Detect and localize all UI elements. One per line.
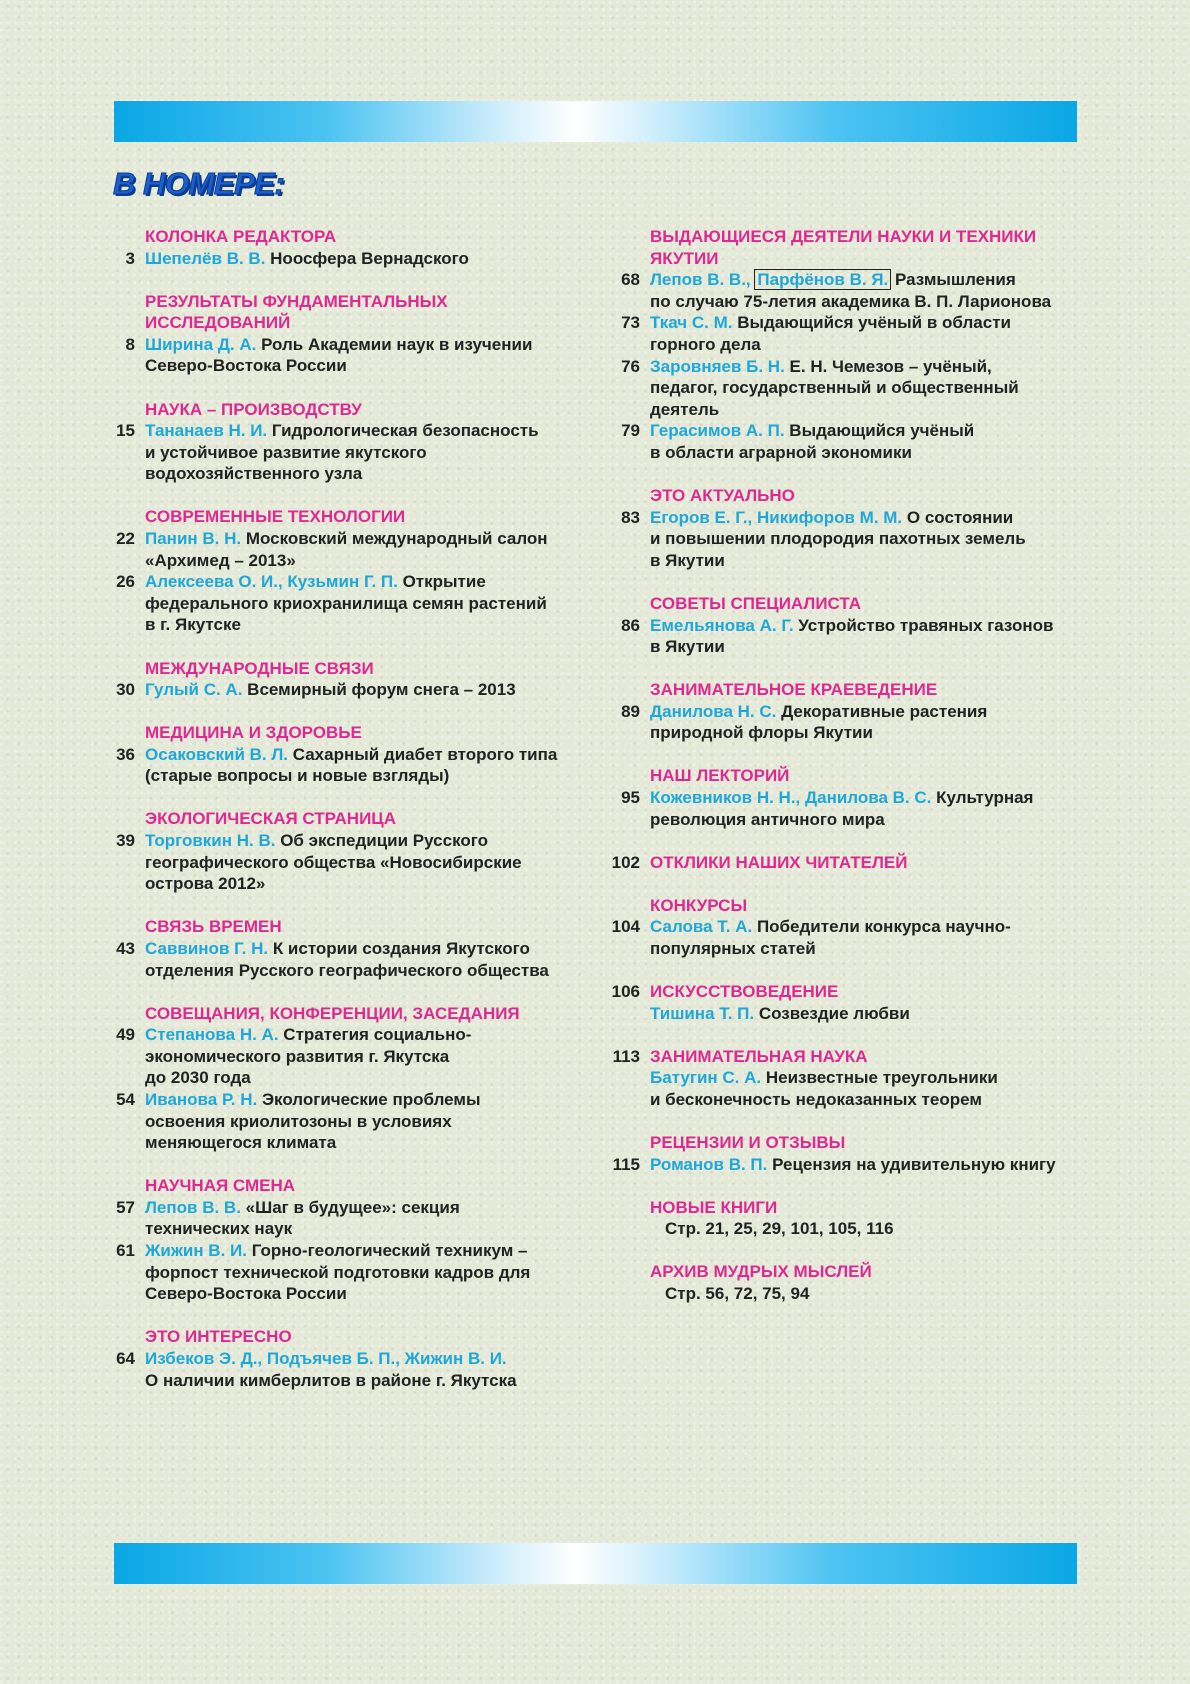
toc-section: [600, 1132, 1085, 1175]
entry-authors[interactable]: Алексеева О. И., Кузьмин Г. П.: [145, 572, 398, 592]
entry-authors[interactable]: Ширина Д. А.: [145, 334, 257, 354]
entry-title: О состоянии и повышении плодородия пахотных земель в Якутии: [650, 507, 1026, 570]
toc-section: [108, 291, 600, 377]
spacer: [135, 226, 145, 248]
section-title-row: [600, 593, 1085, 615]
toc-section: [600, 1261, 1085, 1304]
entry-page-number: 95: [621, 788, 640, 808]
entry-body: [145, 420, 600, 485]
spacer: [640, 1046, 650, 1068]
entry-body: [145, 1024, 600, 1089]
entry-title: Московский международный салон «Архимед – 2013»: [145, 529, 548, 570]
section-title-row: [600, 1261, 1085, 1283]
section-page-number: [600, 485, 640, 507]
section-title: ЭТО ИНТЕРЕСНО: [145, 1327, 292, 1347]
entry-page-number: 30: [116, 680, 135, 700]
spacer: [640, 1067, 650, 1110]
section-page-number: [108, 506, 135, 528]
entry-title: Роль Академии наук в изучении Северо-Востока России: [145, 334, 533, 376]
section-title: НАУЧНАЯ СМЕНА: [145, 1176, 296, 1196]
section-title-row: [108, 506, 600, 528]
toc-entry[interactable]: [108, 248, 600, 270]
entry-page-number: 54: [116, 1090, 135, 1109]
spacer: [135, 916, 145, 938]
entry-authors-highlighted[interactable]: Парфёнов В. Я.: [757, 270, 889, 290]
entry-title: Открытие федерального криохранилища семян растений в г. Якутске: [145, 572, 547, 635]
spacer: [135, 808, 145, 830]
section-title: НАШ ЛЕКТОРИЙ: [650, 766, 790, 786]
spacer: [640, 679, 650, 701]
toc-entry[interactable]: [108, 830, 600, 895]
spacer: [135, 722, 145, 744]
entry-authors[interactable]: Ткач С. М.: [650, 313, 733, 333]
toc-section: [600, 1197, 1085, 1240]
spacer: [135, 1089, 145, 1154]
spacer: [640, 507, 650, 572]
toc-section: [108, 399, 600, 485]
entry-title: Об экспедиции Русского географического общества «Новосибирские острова 2012»: [145, 831, 522, 894]
spacer: [640, 895, 650, 917]
toc-section: [600, 593, 1085, 658]
section-title: ИСКУССТВОВЕДЕНИЕ: [650, 982, 839, 1002]
entry-page-number: 83: [621, 507, 640, 527]
spacer: [640, 615, 650, 658]
toc-left-column: [108, 226, 600, 1413]
spacer: [135, 528, 145, 571]
section-title-row: [600, 852, 1085, 874]
section-page-number: [600, 1197, 640, 1219]
entry-authors[interactable]: Тишина Т. П.: [650, 1003, 755, 1023]
toc-section: [600, 485, 1085, 571]
entry-title: Экологические проблемы освоения криолитозоны в условиях меняющегося климата: [145, 1090, 481, 1153]
section-title-row: [600, 485, 1085, 507]
entry-authors[interactable]: Тананаев Н. И.: [145, 421, 268, 441]
toc-entry[interactable]: [108, 1197, 600, 1240]
entry-page-number: 22: [116, 529, 135, 549]
toc-entry[interactable]: [108, 334, 600, 377]
toc-section: [108, 1003, 600, 1154]
toc-entry[interactable]: [108, 938, 600, 981]
entry-page-number: 15: [116, 421, 135, 441]
spacer: [640, 312, 650, 355]
toc-right-column: [600, 226, 1085, 1326]
section-page-number: [600, 593, 640, 615]
entry-page-number: 89: [621, 701, 640, 721]
entry-page-number: 3: [125, 248, 135, 268]
entry-body: [650, 615, 1085, 658]
spacer: [640, 356, 650, 421]
entry-page-number: 39: [116, 831, 135, 851]
spacer: [640, 701, 650, 744]
toc-section: [600, 981, 1085, 1024]
entry-page-number: 43: [116, 938, 135, 958]
section-title: НАУКА – ПРОИЗВОДСТВУ: [145, 399, 362, 419]
section-note: Стр. 21, 25, 29, 101, 105, 116: [665, 1219, 894, 1239]
toc-entry[interactable]: [600, 507, 1085, 572]
entry-body: [145, 248, 600, 270]
section-page-number: [600, 765, 640, 787]
toc-section: [600, 679, 1085, 744]
entry-body: [145, 1240, 600, 1305]
spacer: [135, 679, 145, 701]
section-title-row: [108, 399, 600, 421]
section-page-number: [600, 1261, 640, 1283]
section-page-number: 106: [611, 982, 640, 1002]
entry-body: [145, 744, 600, 787]
entry-body: [650, 420, 1085, 463]
entry-title: Созвездие любви: [758, 1003, 910, 1023]
entry-body: [145, 1089, 600, 1154]
entry-page-number: 49: [116, 1025, 135, 1045]
entry-page-number: 76: [621, 356, 640, 376]
entry-body: [145, 830, 600, 895]
spacer: [640, 226, 650, 269]
entry-body: [145, 938, 600, 981]
entry-page-number: 36: [116, 744, 135, 764]
spacer: [135, 1326, 145, 1348]
spacer: [135, 334, 145, 377]
toc-section: [108, 658, 600, 701]
toc-entry[interactable]: [600, 420, 1085, 463]
section-title-row: [600, 765, 1085, 787]
section-title: ЭКОЛОГИЧЕСКАЯ СТРАНИЦА: [145, 809, 396, 829]
entry-title: О наличии кимберлитов в районе г. Якутска: [145, 1370, 517, 1390]
spacer: [640, 269, 650, 312]
spacer: [640, 1197, 650, 1219]
spacer: [640, 765, 650, 787]
entry-authors[interactable]: Батугин С. А.: [650, 1068, 762, 1088]
entry-authors[interactable]: Панин В. Н.: [145, 529, 242, 549]
section-title: СВЯЗЬ ВРЕМЕН: [145, 917, 282, 937]
section-page-number: [108, 1175, 135, 1197]
spacer: [135, 1240, 145, 1305]
entry-authors[interactable]: Егоров Е. Г., Никифоров М. М.: [650, 507, 903, 527]
spacer: [640, 1003, 650, 1025]
entry-body: [650, 1154, 1085, 1176]
entry-authors[interactable]: Кожевников Н. Н., Данилова В. С.: [650, 788, 932, 808]
entry-body: [650, 916, 1085, 959]
section-page-number: [108, 1003, 135, 1025]
section-title: СОВЕЩАНИЯ, КОНФЕРЕНЦИИ, ЗАСЕДАНИЯ: [145, 1003, 520, 1023]
section-title: ОТКЛИКИ НАШИХ ЧИТАТЕЛЕЙ: [650, 852, 908, 872]
spacer: [135, 1197, 145, 1240]
entry-body: [650, 269, 1085, 312]
spacer: [640, 420, 650, 463]
section-title-row: [600, 1132, 1085, 1154]
spacer: [135, 399, 145, 421]
entry-body: [145, 571, 600, 636]
entry-title: Декоративные растения природной флоры Якутии: [650, 701, 988, 743]
section-page-number: 113: [612, 1046, 640, 1066]
spacer: [640, 981, 650, 1003]
bottom-decorative-band: [114, 1543, 1077, 1584]
top-decorative-band: [114, 101, 1077, 142]
toc-entry[interactable]: [600, 1067, 1085, 1110]
entry-authors[interactable]: Герасимов А. П.: [650, 421, 785, 441]
toc-section: [600, 1046, 1085, 1111]
entry-body: [145, 334, 600, 377]
section-page-number: [108, 226, 135, 248]
entry-title: Е. Н. Чемезов – учёный, педагог, государственный и общественный деятель: [650, 356, 1019, 419]
toc-entry[interactable]: [108, 1089, 600, 1154]
section-title: НОВЫЕ КНИГИ: [650, 1197, 778, 1217]
spacer: [640, 1154, 650, 1176]
spacer: [135, 1348, 145, 1391]
section-page-number: [108, 1326, 135, 1348]
section-title-row: [108, 1175, 600, 1197]
page-heading: В НОМЕРЕ:: [113, 166, 285, 201]
toc-entry[interactable]: [108, 1348, 600, 1391]
entry-page-number: [600, 1003, 640, 1025]
section-title-row: [600, 679, 1085, 701]
section-title: ЭТО АКТУАЛЬНО: [650, 486, 795, 506]
entry-title: Горно-геологический техникум – форпост технической подготовки кадров для Северо-Востока России: [145, 1241, 531, 1304]
entry-title: Гидрологическая безопасность и устойчивое развитие якутского водохозяйственного узла: [145, 421, 539, 484]
spacer: [135, 1024, 145, 1089]
entry-page-number: [600, 1067, 640, 1110]
entry-page-number: 8: [125, 334, 135, 354]
section-title: РЕЗУЛЬТАТЫ ФУНДАМЕНТАЛЬНЫХ ИССЛЕДОВАНИЙ: [145, 291, 448, 333]
spacer: [135, 248, 145, 270]
section-title: МЕДИЦИНА И ЗДОРОВЬЕ: [145, 723, 362, 743]
toc-entry[interactable]: [600, 312, 1085, 355]
toc-entry[interactable]: [108, 571, 600, 636]
section-title: МЕЖДУНАРОДНЫЕ СВЯЗИ: [145, 658, 374, 678]
entry-authors[interactable]: Саввинов Г. Н.: [145, 938, 269, 958]
section-title-row: [600, 1046, 1085, 1068]
entry-title: Культурная революция античного мира: [650, 788, 1034, 829]
entry-authors[interactable]: Шепелёв В. В.: [145, 248, 266, 268]
section-title-row: [600, 226, 1085, 269]
toc-section: [600, 895, 1085, 960]
entry-page-number: 57: [116, 1197, 135, 1217]
spacer: [640, 787, 650, 830]
entry-title: Рецензия на удивительную книгу: [772, 1154, 1056, 1174]
toc-section: [108, 916, 600, 981]
entry-title: Размышления по случаю 75-летия академика В. П. Ларионова: [650, 270, 1052, 311]
entry-page-number: 86: [621, 615, 640, 635]
entry-authors[interactable]: Степанова Н. А.: [145, 1025, 279, 1045]
toc-entry[interactable]: [108, 1024, 600, 1089]
toc-section: [600, 226, 1085, 464]
toc-section: [108, 1175, 600, 1305]
toc-section: [108, 808, 600, 894]
toc-entry[interactable]: [108, 528, 600, 571]
entry-authors[interactable]: Избеков Э. Д., Подъячев Б. П., Жижин В. И.: [145, 1348, 507, 1368]
section-title-row: [108, 1326, 600, 1348]
section-page-number: [600, 226, 640, 269]
toc-entry[interactable]: [108, 1240, 600, 1305]
section-title-row: [108, 1003, 600, 1025]
section-title: ЗАНИМАТЕЛЬНАЯ НАУКА: [650, 1046, 868, 1066]
spacer: [640, 852, 650, 874]
toc-entry[interactable]: [600, 269, 1085, 312]
section-page-number: [108, 658, 135, 680]
section-title-row: [600, 1197, 1085, 1219]
entry-title: Стратегия социально- экономического развития г. Якутска до 2030 года: [145, 1025, 472, 1088]
entry-title: Победители конкурса научно- популярных статей: [650, 917, 1011, 959]
entry-authors[interactable]: Заровняев Б. Н.: [650, 356, 785, 376]
spacer: [640, 1132, 650, 1154]
entry-body: [650, 312, 1085, 355]
toc-entry[interactable]: [108, 420, 600, 485]
entry-body: [145, 528, 600, 571]
entry-title: Ноосфера Вернадского: [270, 248, 469, 268]
entry-title: Сахарный диабет второго типа (старые вопросы и новые взгляды): [145, 744, 558, 786]
toc-entry[interactable]: [600, 1154, 1085, 1176]
section-page-number: [108, 722, 135, 744]
section-title-row: [108, 808, 600, 830]
entry-authors[interactable]: Гулый С. А.: [145, 680, 243, 700]
section-title: АРХИВ МУДРЫХ МЫСЛЕЙ: [650, 1262, 872, 1282]
spacer: [640, 485, 650, 507]
entry-page-number: 115: [612, 1154, 640, 1174]
entry-title: Выдающийся учёный в области горного дела: [650, 313, 1011, 354]
spacer: [135, 1175, 145, 1197]
spacer: [640, 593, 650, 615]
entry-authors[interactable]: Осаковский В. Л.: [145, 744, 288, 764]
toc-section: [108, 722, 600, 787]
entry-authors[interactable]: Романов В. П.: [650, 1154, 768, 1174]
section-title-row: [108, 291, 600, 334]
spacer: [135, 1003, 145, 1025]
entry-body: [650, 1003, 1085, 1025]
section-note: Стр. 56, 72, 75, 94: [665, 1284, 810, 1304]
toc-entry[interactable]: [600, 1003, 1085, 1025]
toc-section: [108, 226, 600, 269]
toc-entry[interactable]: [108, 744, 600, 787]
section-page-number: [108, 916, 135, 938]
section-page-number: [600, 895, 640, 917]
toc-entry[interactable]: [600, 787, 1085, 830]
section-title-row: [600, 981, 1085, 1003]
entry-title: Неизвестные треугольники и бесконечность недоказанных теорем: [650, 1068, 998, 1109]
entry-authors[interactable]: Лепов В. В.: [145, 1197, 241, 1217]
toc-entry[interactable]: [600, 615, 1085, 658]
spacer: [135, 506, 145, 528]
entry-title: «Шаг в будущее»: секция технических наук: [145, 1197, 460, 1239]
entry-title: К истории создания Якутского отделения Русского географического общества: [145, 938, 549, 980]
entry-page-number: 73: [621, 313, 640, 333]
entry-authors[interactable]: Торговкин Н. В.: [145, 831, 276, 851]
toc-entry[interactable]: [600, 916, 1085, 959]
spacer: [135, 291, 145, 334]
section-page-number: [108, 808, 135, 830]
entry-page-number: 64: [116, 1348, 135, 1368]
entry-authors[interactable]: Лепов В. В.,: [650, 270, 751, 290]
spacer: [135, 744, 145, 787]
entry-page-number: 79: [621, 421, 640, 441]
section-title-row: [108, 916, 600, 938]
section-title-row: [600, 895, 1085, 917]
entry-authors[interactable]: Данилова Н. С.: [650, 701, 777, 721]
entry-body: [650, 356, 1085, 421]
toc-section: [108, 506, 600, 636]
entry-body: [145, 1348, 600, 1391]
entry-body: [145, 679, 600, 701]
entry-page-number: 26: [116, 572, 135, 592]
entry-page-number: 61: [116, 1241, 135, 1261]
section-page-number: 102: [611, 852, 640, 872]
section-page-number: [108, 399, 135, 421]
section-title: СОВРЕМЕННЫЕ ТЕХНОЛОГИИ: [145, 507, 406, 527]
entry-body: [650, 507, 1085, 572]
entry-body: [650, 787, 1085, 830]
entry-authors[interactable]: Жижин В. И.: [145, 1241, 247, 1261]
toc-entry[interactable]: [600, 356, 1085, 421]
spacer: [135, 658, 145, 680]
spacer: [135, 571, 145, 636]
entry-body: [650, 1067, 1085, 1110]
toc-section: [600, 765, 1085, 830]
section-page-number: [600, 679, 640, 701]
section-title: ЗАНИМАТЕЛЬНОЕ КРАЕВЕДЕНИЕ: [650, 680, 938, 700]
section-title-row: [108, 226, 600, 248]
section-title: КОЛОНКА РЕДАКТОРА: [145, 227, 337, 246]
entry-page-number: 104: [611, 917, 640, 937]
section-page-number: [108, 291, 135, 334]
entry-body: [145, 1197, 600, 1240]
spacer: [135, 938, 145, 981]
spacer: [640, 916, 650, 959]
entry-title: Устройство травяных газонов в Якутии: [650, 615, 1054, 657]
section-title: РЕЦЕНЗИИ И ОТЗЫВЫ: [650, 1133, 846, 1153]
section-title-row: [108, 722, 600, 744]
spacer: [135, 830, 145, 895]
entry-authors[interactable]: Иванова Р. Н.: [145, 1090, 258, 1109]
entry-page-number: 68: [621, 270, 640, 290]
section-title: КОНКУРСЫ: [650, 895, 748, 915]
section-title-row: [108, 658, 600, 680]
toc-section: [600, 852, 1085, 874]
entry-title: Всемирный форум снега – 2013: [247, 680, 516, 700]
section-title: СОВЕТЫ СПЕЦИАЛИСТА: [650, 593, 861, 613]
section-page-number: [600, 1132, 640, 1154]
entry-authors[interactable]: Емельянова А. Г.: [650, 615, 794, 635]
spacer: [640, 1261, 650, 1283]
toc-section: [108, 1326, 600, 1391]
toc-entry[interactable]: [108, 679, 600, 701]
toc-entry[interactable]: [600, 701, 1085, 744]
entry-body: [650, 701, 1085, 744]
entry-title: Выдающийся учёный в области аграрной экономики: [650, 421, 975, 462]
entry-authors[interactable]: Салова Т. А.: [650, 917, 753, 937]
section-title: ВЫДАЮЩИЕСЯ ДЕЯТЕЛИ НАУКИ И ТЕХНИКИ ЯКУТИИ: [650, 227, 1037, 268]
spacer: [135, 420, 145, 485]
